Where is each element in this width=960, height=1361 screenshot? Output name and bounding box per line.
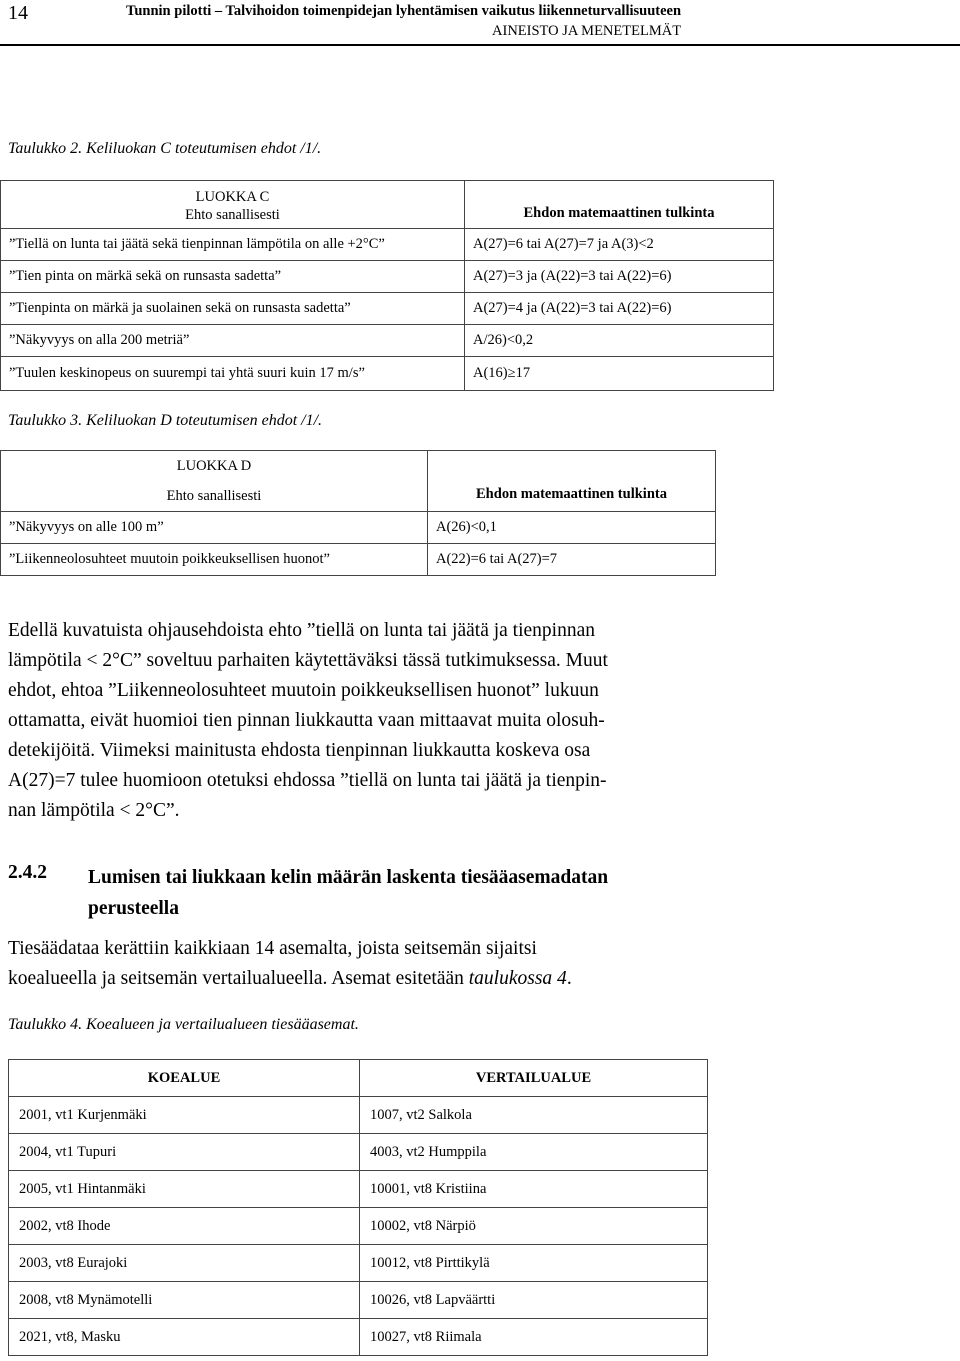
paragraph-line: [8, 964, 698, 994]
table4: [8, 1059, 708, 1356]
running-header-subtitle: AINEISTO JA MENETELMÄT: [492, 23, 682, 39]
table4-cell-test: 2003, vt8 Eurajoki: [9, 1245, 360, 1282]
paragraph-line: Tiesäädataa kerättiin kaikkiaan 14 asemalta, joista seitsemän sijaitsi: [8, 938, 537, 959]
paragraph-text: koealueella ja seitsemän vertailualueella. Asemat esitetään: [8, 968, 469, 989]
running-header-title: Tunnin pilotti – Talvihoidon toimenpidejan lyhentämisen vaikutus liikenneturvallisuuteen: [126, 3, 682, 19]
paragraph-line: A(27)=7 tulee huomioon otetuksi ehdossa ”tiellä on lunta tai jäätä ja tienpin-: [8, 770, 607, 791]
table3-cell-math: A(26)<0,1: [428, 512, 716, 544]
table2-header-math: Ehdon matemaattinen tulkinta: [465, 181, 774, 229]
table-row: [1, 229, 774, 261]
paragraph-line: lämpötila < 2°C” soveltuu parhaiten käytettäväksi tässä tutkimuksessa. Muut: [8, 650, 608, 671]
table2-cell-verbal: ”Tiellä on lunta tai jäätä sekä tienpinnan lämpötila on alle +2°C”: [1, 229, 465, 261]
table2: [0, 180, 774, 391]
table-row: [1, 325, 774, 357]
table2-cell-math: A(27)=3 ja (A(22)=3 tai A(22)=6): [465, 261, 774, 293]
table2-header-verbal: [1, 181, 465, 229]
header-rule: [0, 44, 960, 46]
table-row: [9, 1282, 708, 1319]
page-number: 14: [8, 2, 28, 24]
table3-col1-header: Ehto sanallisesti: [166, 488, 262, 504]
body-paragraph-1: [8, 616, 698, 826]
paragraph-line: detekijöitä. Viimeksi mainitusta ehdosta tienpinnan liukkautta koskeva osa: [8, 740, 591, 761]
table3-cell-math: A(22)=6 tai A(27)=7: [428, 544, 716, 576]
table4-cell-ref: 1007, vt2 Salkola: [360, 1097, 708, 1134]
table4-cell-test: 2004, vt1 Tupuri: [9, 1134, 360, 1171]
table3-caption: Taulukko 3. Keliluokan D toteutumisen ehdot /1/.: [8, 412, 323, 429]
table-reference: taulukossa 4: [468, 968, 567, 989]
table2-class-label: LUOKKA C: [195, 188, 270, 205]
table4-cell-ref: 10012, vt8 Pirttikylä: [360, 1245, 708, 1282]
table-row: [1, 293, 774, 325]
running-header: [126, 3, 681, 40]
table-row: [9, 1097, 708, 1134]
table3-header-row: [1, 451, 716, 512]
table3-cell-verbal: ”Näkyvyys on alle 100 m”: [1, 512, 428, 544]
table4-caption: Taulukko 4. Koealueen ja vertailualueen tiesääasemat.: [8, 1016, 359, 1033]
table-row: [1, 512, 716, 544]
table3-cell-verbal: ”Liikenneolosuhteet muutoin poikkeuksellisen huonot”: [1, 544, 428, 576]
table4-cell-ref: 4003, vt2 Humppila: [360, 1134, 708, 1171]
table-row: [9, 1134, 708, 1171]
table4-header-row: [9, 1060, 708, 1097]
table4-cell-test: 2005, vt1 Hintanmäki: [9, 1171, 360, 1208]
table2-cell-verbal: ”Tuulen keskinopeus on suurempi tai yhtä suuri kuin 17 m/s”: [1, 357, 465, 391]
table-row: [9, 1171, 708, 1208]
table4-cell-test: 2002, vt8 Ihode: [9, 1208, 360, 1245]
table-row: [1, 357, 774, 391]
table2-caption: Taulukko 2. Keliluokan C toteutumisen ehdot /1/.: [8, 140, 322, 157]
table4-cell-test: 2008, vt8 Mynämotelli: [9, 1282, 360, 1319]
table2-cell-verbal: ”Tien pinta on märkä sekä on runsasta sadetta”: [1, 261, 465, 293]
paragraph-line: ottamatta, eivät huomioi tien pinnan liukkautta vaan mittaavat muita olosuh-: [8, 710, 605, 731]
paragraph-line: Edellä kuvatuista ohjausehdoista ehto ”tiellä on lunta tai jäätä ja tienpinnan: [8, 620, 595, 641]
section-title: [88, 862, 608, 924]
table2-col1-header: Ehto sanallisesti: [185, 206, 280, 223]
table4-cell-ref: 10026, vt8 Lapväärtti: [360, 1282, 708, 1319]
table2-cell-math: A(27)=4 ja (A(22)=3 tai A(22)=6): [465, 293, 774, 325]
table2-cell-verbal: ”Tienpinta on märkä ja suolainen sekä on runsasta sadetta”: [1, 293, 465, 325]
table3: [0, 450, 716, 576]
paragraph-text: .: [566, 968, 572, 989]
table3-class-label: LUOKKA D: [176, 458, 252, 474]
table3-header-verbal: [1, 451, 428, 512]
table2-header-row: [1, 181, 774, 229]
table4-col2-header: VERTAILUALUE: [360, 1060, 708, 1097]
table4-cell-ref: 10001, vt8 Kristiina: [360, 1171, 708, 1208]
table-row: [9, 1208, 708, 1245]
paragraph-line: ehdot, ehtoa ”Liikenneolosuhteet muutoin poikkeuksellisen huonot” lukuun: [8, 680, 599, 701]
table-row: [9, 1245, 708, 1282]
table4-cell-ref: 10002, vt8 Närpiö: [360, 1208, 708, 1245]
table2-cell-math: A(27)=6 tai A(27)=7 ja A(3)<2: [465, 229, 774, 261]
section-title-line: Lumisen tai liukkaan kelin määrän laskenta tiesääasemadatan: [88, 867, 609, 888]
table3-header-math: Ehdon matemaattinen tulkinta: [428, 451, 716, 512]
table2-cell-math: A/26)<0,2: [465, 325, 774, 357]
table2-cell-verbal: ”Näkyvyys on alla 200 metriä”: [1, 325, 465, 357]
table-row: [1, 544, 716, 576]
table4-col1-header: KOEALUE: [9, 1060, 360, 1097]
section-number: 2.4.2: [8, 862, 47, 883]
table-row: [1, 261, 774, 293]
table-row: [9, 1319, 708, 1356]
section-title-line: perusteella: [88, 898, 179, 919]
table4-cell-test: 2021, vt8, Masku: [9, 1319, 360, 1356]
table2-cell-math: A(16)≥17: [465, 357, 774, 391]
table4-cell-test: 2001, vt1 Kurjenmäki: [9, 1097, 360, 1134]
table4-cell-ref: 10027, vt8 Riimala: [360, 1319, 708, 1356]
paragraph-line: nan lämpötila < 2°C”.: [8, 800, 180, 821]
body-paragraph-2: [8, 934, 698, 994]
